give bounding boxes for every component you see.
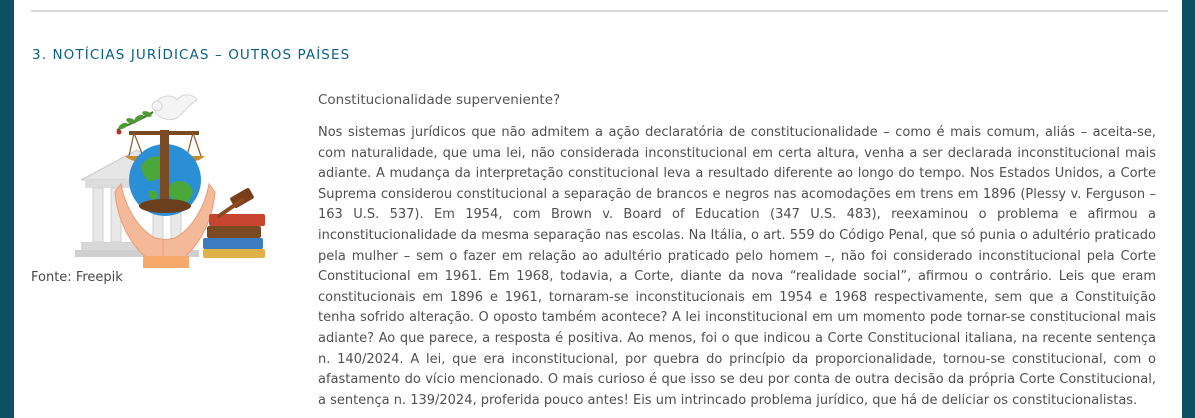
- olive-branch-icon: [117, 110, 154, 135]
- section-title: 3. NOTÍCIAS JURÍDICAS – OUTROS PAÍSES: [32, 47, 351, 63]
- image-caption: Fonte: Freepik: [31, 270, 123, 285]
- dove-icon: [152, 95, 197, 120]
- article-title: Constitucionalidade superveniente?: [318, 92, 561, 108]
- justice-globe-illustration: [59, 88, 269, 270]
- article-body: Nos sistemas jurídicos que não admitem a ação declaratória de constitucionalidade – como é mais comum, aliás – aceita-se, com naturalidade, que uma lei, não considerada inconstitucional em certa altura, venha a ser declarada inconstitucional mais adiante. A mudança da interpretação constitucional leva a resultado diferente ao longo do tempo. Nos Estados Unidos, a Corte Suprema considerou constitucional a separação de brancos e negros nas acomodações em trens em 1896 (Plessy v. Ferguson – 163 U.S. 537). Em 1954, com Brown v. Board of Education (347 U.S. 483), reexaminou o problema e afirmou a inconstitucionalidade da mesma separação nas escolas. Na Itália, o art. 559 do Código Penal, que só punia o adultério praticado pela mulher – sem o fazer em relação ao adultério praticado pelo homem –, não foi considerado inconstitucional pela Corte Constitucional em 1961. Em 1968, todavia, a Corte, diante da nova “realidade social”, afirmou o contrário. Leis que eram constitucionais em 1896 e 1961, tornaram-se inconstitucionais em 1954 e 1968 respectivamente, sem que a Constituição tenha sofrido alteração. O oposto também acontece? A lei inconstitucional em um momento pode tornar-se constitucional mais adiante? Ao que parece, a resposta é positiva. Ao menos, foi o que indicou a Corte Constitucional italiana, na recente sentença n. 140/2024. A lei, que era inconstitucional, por quebra do princípio da proporcionalidade, tornou-se constitucional, com o afastamento do vício mencionado. O mais curioso é que isso se deu por conta de outra decisão da própria Corte Constitucional, a sentença n. 139/2024, proferida pouco antes! Eis um intrincado problema jurídico, que há de deliciar os constitucionalistas.: [318, 125, 1156, 408]
- divider: [31, 10, 1168, 12]
- gavel-icon: [219, 187, 255, 216]
- content-card: [14, 0, 1182, 418]
- books-icon: [203, 214, 265, 258]
- article: [318, 92, 1156, 411]
